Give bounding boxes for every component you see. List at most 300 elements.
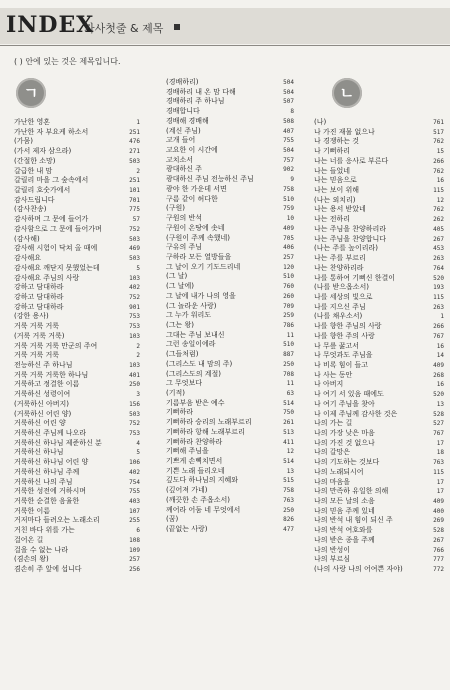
entry-title: 나의 마음을 — [314, 477, 351, 486]
entry-number: 510 — [283, 195, 294, 203]
entry-number: 405 — [433, 225, 444, 233]
entry-title: 나의 기도하는 것보다 — [314, 458, 380, 467]
entry-title: 나 여기 서 있음 때에도 — [314, 390, 384, 399]
index-entry — [166, 525, 294, 535]
index-entry — [314, 371, 444, 381]
header-divider — [0, 45, 450, 46]
section-badge-letter: ㄱ — [23, 84, 39, 102]
entry-number: 764 — [433, 264, 444, 272]
entry-number: 12 — [286, 448, 294, 456]
entry-number: 8 — [290, 108, 294, 116]
index-entry — [314, 400, 444, 410]
entry-number: 504 — [283, 79, 294, 86]
entry-title: (거룩하신 아버지) — [14, 399, 70, 408]
entry-title: 거룩하신 하나님 제준하신 분 — [14, 438, 102, 447]
entry-title: 나의 부르심 — [314, 555, 351, 564]
entry-number: 755 — [129, 488, 140, 496]
entry-number: 510 — [283, 273, 294, 281]
index-entry — [166, 496, 294, 506]
entry-title: (그는 왕) — [166, 320, 194, 329]
index-entry — [314, 176, 444, 186]
entry-number: 263 — [433, 303, 444, 311]
index-entry — [14, 439, 140, 449]
entry-number: 477 — [283, 526, 294, 534]
entry-number: 259 — [283, 312, 294, 320]
entry-number: 752 — [129, 420, 140, 428]
entry-title: 기뻐하라 승리의 노래부르리 — [166, 418, 252, 427]
entry-number: 261 — [283, 419, 294, 427]
entry-number: 753 — [129, 323, 140, 331]
entry-number: 759 — [283, 205, 294, 213]
entry-title: 나의 모든 날의 소음 — [314, 497, 375, 506]
index-entry — [14, 478, 140, 488]
index-entry — [14, 157, 140, 167]
entry-title: 구원의 반석 — [166, 214, 203, 223]
entry-title: 나는 주님을 찬양합니다 — [314, 234, 387, 243]
index-entry — [166, 78, 294, 88]
index-entry — [166, 476, 294, 486]
entry-title: (경배하리) — [166, 78, 199, 86]
index-entry — [166, 506, 294, 516]
entry-number: 757 — [283, 156, 294, 164]
entry-number: 17 — [436, 488, 444, 496]
entry-number: 753 — [129, 313, 140, 321]
entry-title: 거저마다 들려오는 노래소리 — [14, 516, 100, 525]
index-entry — [314, 196, 444, 206]
page-header — [0, 0, 450, 48]
index-entry — [166, 117, 294, 127]
entry-title: 거룩하신 성령이여 — [14, 390, 71, 399]
entry-title: (깊어져 가네) — [166, 486, 208, 495]
entry-number: 786 — [283, 321, 294, 329]
entry-number: 120 — [283, 263, 294, 271]
index-column-giyeok — [14, 78, 140, 574]
index-entry — [166, 438, 294, 448]
index-entry — [14, 147, 140, 157]
index-entry — [166, 127, 294, 137]
entry-number: 705 — [283, 234, 294, 242]
entry-title: 갈급한 내 맘 — [14, 166, 53, 175]
index-entry — [166, 175, 294, 185]
entry-number: 400 — [433, 507, 444, 515]
entry-title: (나는 주를 높이리라) — [314, 244, 379, 253]
index-entry — [14, 400, 140, 410]
index-entry — [314, 361, 444, 371]
entry-number: 401 — [129, 371, 140, 379]
index-entry — [314, 128, 444, 138]
entry-title: 기뻐하라 — [166, 408, 194, 417]
entry-number: 777 — [433, 556, 444, 564]
index-entry — [14, 361, 140, 371]
index-entry — [14, 419, 140, 429]
entry-number: 101 — [129, 187, 140, 195]
index-entry — [14, 322, 140, 332]
index-entry — [14, 371, 140, 381]
entry-number: 2 — [136, 342, 140, 350]
index-entry — [314, 293, 444, 303]
index-entry — [166, 292, 294, 302]
index-entry — [166, 107, 294, 117]
index-entry — [166, 389, 294, 399]
entry-title: 나는 믿음으로 — [314, 176, 357, 185]
index-entry — [14, 380, 140, 390]
entry-number: 12 — [436, 196, 444, 204]
entry-number: 106 — [129, 459, 140, 467]
entry-number: 17 — [436, 439, 444, 447]
entry-number: 508 — [283, 117, 294, 125]
entry-title: 기뻐해 주님을 — [166, 447, 209, 456]
entry-number: 902 — [283, 166, 294, 174]
entry-title: 나의 가는 길 — [314, 419, 353, 428]
entry-title: (거룩 거룩 거룩) — [14, 331, 65, 340]
index-entry — [166, 457, 294, 467]
entry-number: 763 — [283, 496, 294, 504]
entry-title: 나를 세상의 빛으로 — [314, 292, 373, 301]
entry-title: 전능하신 주 하나님 — [14, 360, 73, 369]
index-entry — [314, 478, 444, 488]
entry-title: (나는 외치리) — [314, 195, 356, 204]
index-entry — [314, 546, 444, 556]
entry-number: 5 — [136, 449, 140, 457]
index-entry — [314, 205, 444, 215]
entry-title: 감사해요 주님의 사랑 — [14, 273, 80, 282]
entry-title: 구원이 온땅에 솟네 — [166, 223, 225, 232]
index-entry — [166, 408, 294, 418]
entry-title: (나) — [314, 118, 327, 126]
entry-number: 503 — [129, 157, 140, 165]
entry-title: 감사하며 그 문에 들어가 — [14, 215, 89, 224]
index-entry — [14, 312, 140, 322]
index-entry — [166, 146, 294, 156]
index-entry — [166, 350, 294, 360]
entry-number: 107 — [129, 507, 140, 515]
entry-number: 1 — [440, 313, 444, 321]
entry-title: 나의 갈망은 — [314, 448, 351, 457]
entry-number: 752 — [129, 225, 140, 233]
index-entry — [314, 429, 444, 439]
entry-number: 17 — [436, 478, 444, 486]
entry-title: 그 누가 워리도 — [166, 311, 212, 320]
entry-list — [14, 118, 140, 575]
entry-number: 411 — [283, 438, 294, 446]
entry-title: (강한 용사) — [14, 312, 49, 321]
index-entry — [314, 312, 444, 322]
entry-number: 103 — [129, 332, 140, 340]
entry-number: 750 — [283, 409, 294, 417]
index-entry — [14, 448, 140, 458]
entry-title: 그 날이 오기 기도드리네 — [166, 262, 241, 271]
index-entry — [166, 447, 294, 457]
entry-title: 그 날에 내가 나의 영을 — [166, 291, 236, 300]
section-badge-nieun — [332, 78, 362, 108]
entry-title: 께어라 어둠 네 무엇에서 — [166, 505, 241, 514]
entry-title: 깊도다 하나님의 지혜와 — [166, 476, 239, 485]
entry-number: 250 — [283, 506, 294, 514]
entry-title: (끝없는 사랑) — [166, 525, 208, 534]
entry-title: 나 경쟁하는 것 — [314, 137, 360, 146]
entry-number: 11 — [286, 380, 294, 388]
index-entry — [14, 167, 140, 177]
entry-title: 경배하리 주 하나님 — [166, 97, 225, 106]
entry-number: 753 — [129, 430, 140, 437]
index-entry — [14, 342, 140, 352]
index-entry — [166, 224, 294, 234]
index-entry — [314, 303, 444, 313]
index-entry — [14, 565, 140, 575]
entry-title: 광야 한 가운데 서면 — [166, 184, 227, 193]
entry-number: 766 — [433, 546, 444, 554]
index-entry — [166, 272, 294, 282]
entry-title: 거룩 거룩 거룩 — [14, 322, 60, 331]
entry-title: 기쁘게 손뼉치면서 — [166, 457, 223, 466]
entry-number: 762 — [433, 138, 444, 146]
entry-title: (깨끗한 손 주옵소서) — [166, 495, 231, 504]
entry-number: 407 — [283, 127, 294, 135]
entry-number: 476 — [129, 138, 140, 146]
entry-title: 나 무엇과도 주님을 — [314, 351, 373, 360]
entry-title: 고요한 이 시간에 — [166, 146, 218, 155]
index-entry — [14, 429, 140, 439]
index-entry — [314, 235, 444, 245]
index-entry — [314, 439, 444, 449]
entry-title: 감사해 시험이 닥쳐 올 때에 — [14, 244, 98, 253]
entry-title: 감사드립니다 — [14, 195, 55, 204]
entry-number: 115 — [433, 293, 444, 301]
entry-title: 나는 찬양하리라 — [314, 263, 364, 272]
entry-number: 103 — [129, 274, 140, 282]
index-entry — [314, 351, 444, 361]
index-entry — [14, 235, 140, 245]
entry-number: 255 — [129, 517, 140, 525]
index-entry — [314, 468, 444, 478]
index-entry — [314, 497, 444, 507]
entry-title: (그 놀라운 사랑) — [166, 301, 217, 310]
entry-title: 그런 송일이에라 — [166, 340, 216, 349]
entry-number: 193 — [433, 284, 444, 292]
entry-number: 409 — [433, 498, 444, 506]
entry-title: 나 비록 힘이 들고 — [314, 360, 369, 369]
entry-number: 758 — [283, 185, 294, 193]
index-entry — [166, 418, 294, 428]
index-entry — [166, 370, 294, 380]
entry-title: 고치소서 — [166, 155, 194, 164]
entry-title: 갈릴리 마을 그 숲속에서 — [14, 176, 89, 185]
entry-number: 250 — [129, 381, 140, 389]
index-entry — [314, 410, 444, 420]
entry-number: 18 — [436, 449, 444, 457]
entry-number: 758 — [283, 487, 294, 495]
entry-title: (구원이 주께 속했네) — [166, 233, 231, 242]
entry-number: 520 — [433, 391, 444, 399]
entry-title: (그 날에) — [166, 282, 194, 291]
entry-number: 266 — [433, 323, 444, 331]
entry-title: (감사해) — [14, 234, 40, 243]
index-entry — [166, 321, 294, 331]
entry-title: (나를 받으옵소서) — [314, 283, 370, 292]
entry-number: 528 — [433, 410, 444, 418]
entry-number: 527 — [433, 420, 444, 428]
index-entry — [14, 487, 140, 497]
entry-title: (겸손의 왕) — [14, 555, 49, 564]
entry-number: 701 — [129, 196, 140, 204]
index-entry — [166, 156, 294, 166]
index-entry — [166, 515, 294, 525]
index-entry — [314, 147, 444, 157]
index-entry — [314, 332, 444, 342]
index-entry — [14, 458, 140, 468]
index-entry — [314, 137, 444, 147]
index-entry — [166, 88, 294, 98]
entry-number: 103 — [129, 361, 140, 369]
entry-number: 469 — [129, 245, 140, 253]
entry-title: 나는 들었네 — [314, 166, 351, 175]
entry-title: 가난한 자 부요케 하소서 — [14, 127, 89, 136]
entry-title: 구유의 주님 — [166, 243, 203, 252]
entry-number: 156 — [129, 400, 140, 408]
index-entry — [314, 322, 444, 332]
index-entry — [14, 215, 140, 225]
index-entry — [14, 118, 140, 128]
entry-title: 기쁜 노래 들리오네 — [166, 466, 225, 475]
index-entry — [314, 264, 444, 274]
index-entry — [314, 167, 444, 177]
entry-number: 256 — [129, 566, 140, 574]
entry-number: 762 — [433, 167, 444, 175]
entry-number: 503 — [129, 410, 140, 418]
index-entry — [166, 340, 294, 350]
index-entry — [314, 516, 444, 526]
entry-title: 나는 주님을 찬양하리라 — [314, 224, 387, 233]
entry-number: 708 — [283, 370, 294, 378]
entry-number: 403 — [129, 498, 140, 506]
entry-title: (나의 사랑 나의 어여쁜 자야) — [314, 565, 403, 574]
entry-number: 901 — [129, 303, 140, 311]
entry-number: 2 — [136, 167, 140, 175]
entry-title: 가난한 영혼 — [14, 118, 51, 126]
entry-number: 57 — [132, 216, 140, 224]
entry-title: 나는 용서 받았네 — [314, 205, 366, 214]
index-entry — [314, 283, 444, 293]
entry-title: 거룩하신 나의 주님 — [14, 477, 73, 486]
entry-number: 709 — [283, 302, 294, 310]
entry-title: (나를 채우소서) — [314, 312, 363, 321]
entry-number: 267 — [433, 536, 444, 544]
index-entry — [166, 311, 294, 321]
entry-title: 구하라 모든 열방들을 — [166, 252, 232, 261]
index-entry — [314, 507, 444, 517]
index-entry — [166, 195, 294, 205]
entry-title: 나 가진 재물 없으나 — [314, 127, 375, 136]
index-entry — [166, 360, 294, 370]
entry-title: 나 기뻐하리 — [314, 147, 351, 156]
index-entry — [14, 128, 140, 138]
entry-title: 거룩하신 어린 양 — [14, 419, 66, 428]
entry-number: 762 — [433, 206, 444, 214]
index-entry — [314, 274, 444, 284]
entry-number: 2 — [136, 352, 140, 360]
entry-title: 나 아버지 — [314, 380, 344, 389]
entry-title: 거룩하신 하나님 어린 양 — [14, 458, 89, 467]
entry-number: 108 — [129, 536, 140, 544]
index-entry — [166, 253, 294, 263]
index-entry — [14, 293, 140, 303]
entry-number: 109 — [129, 546, 140, 554]
index-entry — [14, 274, 140, 284]
index-entry — [14, 196, 140, 206]
entry-number: 409 — [433, 361, 444, 369]
entry-number: 257 — [283, 253, 294, 261]
entry-title: 기뻐하라 항해 노래부르리 — [166, 427, 245, 436]
index-entry — [14, 555, 140, 565]
entry-title: 겸손히 주 앞에 섭니다 — [14, 565, 82, 574]
entry-number: 513 — [283, 428, 294, 436]
entry-title: 거룩한 성전에 거하시며 — [14, 487, 87, 496]
entry-title: 거룩하고 정결한 이름 — [14, 380, 80, 389]
entry-title: 고개 들어 — [166, 136, 196, 145]
index-entry — [166, 331, 294, 341]
index-entry — [14, 137, 140, 147]
entry-number: 269 — [433, 517, 444, 525]
entry-title: 나 여기 주님을 찾아 — [314, 399, 375, 408]
entry-number: 115 — [433, 187, 444, 195]
entry-title: 나의 받은 종을 주께 — [314, 535, 375, 544]
entry-title: 거룩 거룩 거룩한 하나님 — [14, 370, 89, 379]
entry-title: 나를 통하여 기뻐신 한결이 — [314, 273, 396, 282]
entry-title: (구원) — [166, 204, 185, 213]
index-entry — [166, 214, 294, 224]
entry-title: 나를 지으신 주님 — [314, 302, 366, 311]
entry-title: 기뻐하라 찬양하라 — [166, 437, 223, 446]
entry-title: 거룩 거룩 거룩 — [14, 351, 60, 360]
entry-title: 감사함으로 그 문에 들어가며 — [14, 224, 102, 233]
entry-number: 263 — [433, 255, 444, 263]
index-entry — [314, 448, 444, 458]
entry-number: 15 — [436, 148, 444, 156]
index-entry — [14, 497, 140, 507]
index-entry — [166, 302, 294, 312]
entry-number: 453 — [433, 245, 444, 253]
entry-title: 나는 너를 응사로 부른다 — [314, 156, 389, 165]
entry-title: 나의 노래되시어 — [314, 467, 364, 476]
entry-title: 광대하신 주 — [166, 165, 203, 174]
index-entry — [314, 536, 444, 546]
index-entry — [14, 507, 140, 517]
entry-number: 115 — [433, 468, 444, 476]
index-entry — [14, 244, 140, 254]
index-entry — [314, 419, 444, 429]
entry-number: 251 — [129, 177, 140, 185]
index-entry — [14, 264, 140, 274]
entry-number: 409 — [283, 224, 294, 232]
entry-title: 경배합니다 — [166, 107, 200, 116]
section-badge-giyeok — [16, 78, 46, 108]
index-entry — [14, 351, 140, 361]
entry-title: 나 사는 동안 — [314, 370, 353, 379]
entry-number: 510 — [283, 341, 294, 349]
entry-number: 767 — [433, 430, 444, 437]
index-entry — [14, 468, 140, 478]
entry-title: 갈릴리 호숫가에서 — [14, 186, 71, 195]
entry-number: 504 — [283, 88, 294, 96]
index-entry — [14, 390, 140, 400]
entry-title: 거친 바다 위를 가는 — [14, 526, 75, 535]
entry-number: 752 — [129, 293, 140, 301]
index-entry — [14, 303, 140, 313]
entry-title: (그리스도의 계절) — [166, 369, 222, 378]
entry-title: 경배하리 내 온 맘 다해 — [166, 87, 236, 96]
index-entry — [314, 342, 444, 352]
entry-title: 나의 반석 여호와를 — [314, 526, 373, 535]
